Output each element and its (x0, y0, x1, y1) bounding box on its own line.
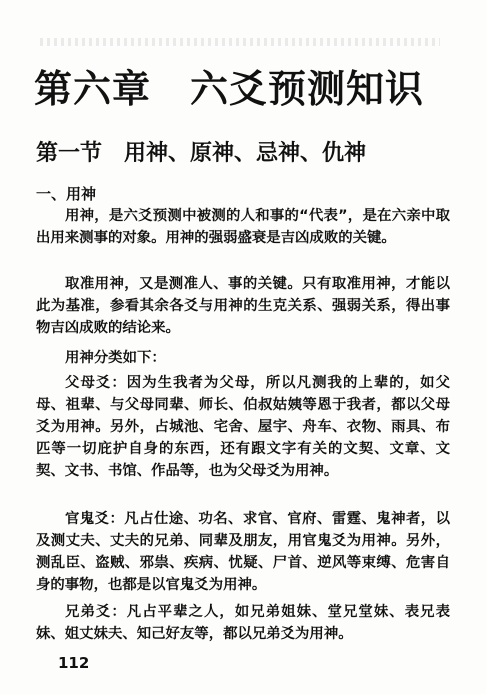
paragraph-parents-yao: 父母爻：因为生我者为父母，所以凡测我的上辈的，如父母、祖辈、与父母同辈、师长、伯叔姑姨等恩于我者，都以父母爻为用神。另外，占城池、宅舍、屋宇、舟车、衣物、雨具、布匹等一切庇护自身的东西，还有跟文字有关的文契、文章、文契、文书、书馆、作品等，也为父母爻为用神。 (36, 375, 450, 479)
paragraph-definition: 用神，是六爻预测中被测的人和事的“代表”，是在六亲中取出用来测事的对象。用神的强弱盛衰是吉凶成败的关键。 (36, 208, 450, 246)
section-title: 第一节 用神、原神、忌神、仇神 (36, 141, 367, 166)
paragraph-selection: 取准用神，又是测准人、事的关键。只有取准用神，才能以此为基准，参看其余各爻与用神的生克关系、强弱关系，得出事物吉凶成败的结论来。 (36, 276, 450, 336)
paragraph-siblings-yao: 兄弟爻：凡占平辈之人，如兄弟姐妹、堂兄堂妹、表兄表妹、姐丈妹夫、知己好友等，都以兄弟爻为用神。 (36, 604, 450, 642)
page-number: 112 (58, 654, 90, 672)
print-bleed-through (40, 38, 440, 46)
paragraph-official-ghost-yao: 官鬼爻：凡占仕途、功名、求官、官府、雷霆、鬼神者，以及测丈夫、丈夫的兄弟、同辈及朋友，用官鬼爻为用神。另外，测乱臣、盗贼、邪祟、疾病、忧疑、尸首、逆风等束缚、危害自身的事物，也都是以官鬼爻为用神。 (36, 511, 450, 593)
paragraph-classification-intro: 用神分类如下： (65, 350, 166, 366)
chapter-title: 第六章 六爻预测知识 (34, 67, 425, 111)
subsection-heading: 一、用神 (36, 185, 97, 203)
